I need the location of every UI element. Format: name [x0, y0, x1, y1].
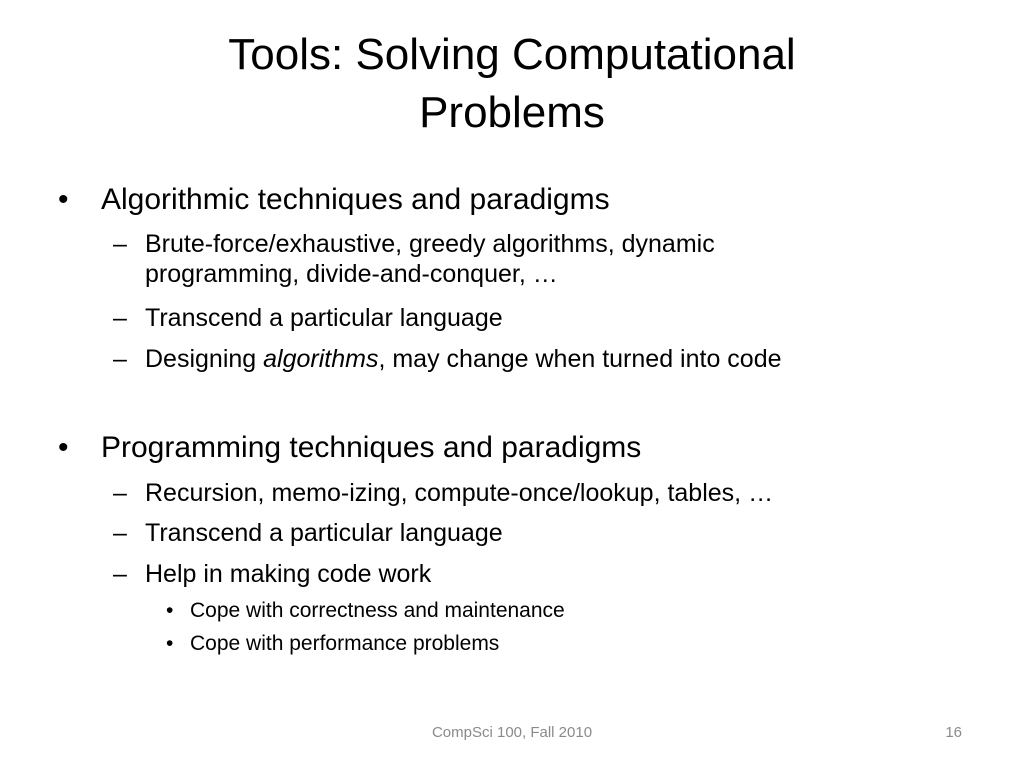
bullet-text: Programming techniques and paradigms — [101, 431, 642, 464]
slide-footer: CompSci 100, Fall 2010 — [431, 724, 593, 741]
bullet-algorithmic-techniques — [58, 182, 958, 218]
bullet-text: Algorithmic techniques and paradigms — [101, 183, 610, 216]
sub-bullet-text — [145, 344, 782, 374]
sub-bullet-transcend-language-1 — [113, 303, 973, 333]
sub-bullet-transcend-language-2 — [113, 518, 973, 548]
slide-title-line-2: Problems — [419, 88, 605, 137]
dash-marker: – — [113, 304, 127, 332]
dash-marker: – — [113, 519, 127, 547]
sub-bullet-text-suffix: , may change when turned into code — [378, 345, 782, 373]
bullet-marker: • — [166, 632, 174, 655]
sub-sub-bullet-text: Cope with correctness and maintenance — [190, 599, 565, 622]
slide-number: 16 — [945, 724, 962, 741]
sub-bullet-making-code-work — [113, 559, 973, 589]
sub-bullet-designing-algorithms — [113, 344, 993, 374]
sub-bullet-text-line-1: Brute-force/exhaustive, greedy algorithms, dynamic — [145, 230, 715, 258]
bullet-marker: • — [58, 431, 69, 464]
sub-bullet-text-emphasis: algorithms — [263, 345, 379, 373]
sub-bullet-text: Help in making code work — [145, 560, 432, 588]
bullet-programming-techniques — [58, 430, 958, 466]
bullet-marker: • — [58, 183, 69, 216]
slide-title-line-1: Tools: Solving Computational — [228, 30, 796, 79]
sub-bullet-text: Recursion, memo-izing, compute-once/lookup, tables, … — [145, 479, 774, 507]
sub-bullet-text-prefix: Designing — [145, 345, 264, 373]
sub-bullet-brute-force — [113, 229, 973, 289]
dash-marker: – — [113, 560, 127, 588]
sub-bullet-text-line-2: programming, divide-and-conquer, … — [145, 260, 558, 288]
sub-bullet-text: Transcend a particular language — [145, 519, 503, 547]
sub-bullet-text: Transcend a particular language — [145, 304, 503, 332]
sub-sub-bullet-text: Cope with performance problems — [190, 632, 500, 655]
bullet-marker: • — [166, 599, 174, 622]
dash-marker: – — [113, 345, 127, 373]
sub-sub-bullet-correctness — [166, 598, 926, 624]
sub-sub-bullet-performance — [166, 631, 926, 657]
dash-marker: – — [113, 479, 127, 507]
dash-marker: – — [113, 230, 127, 258]
sub-bullet-recursion — [113, 478, 973, 508]
